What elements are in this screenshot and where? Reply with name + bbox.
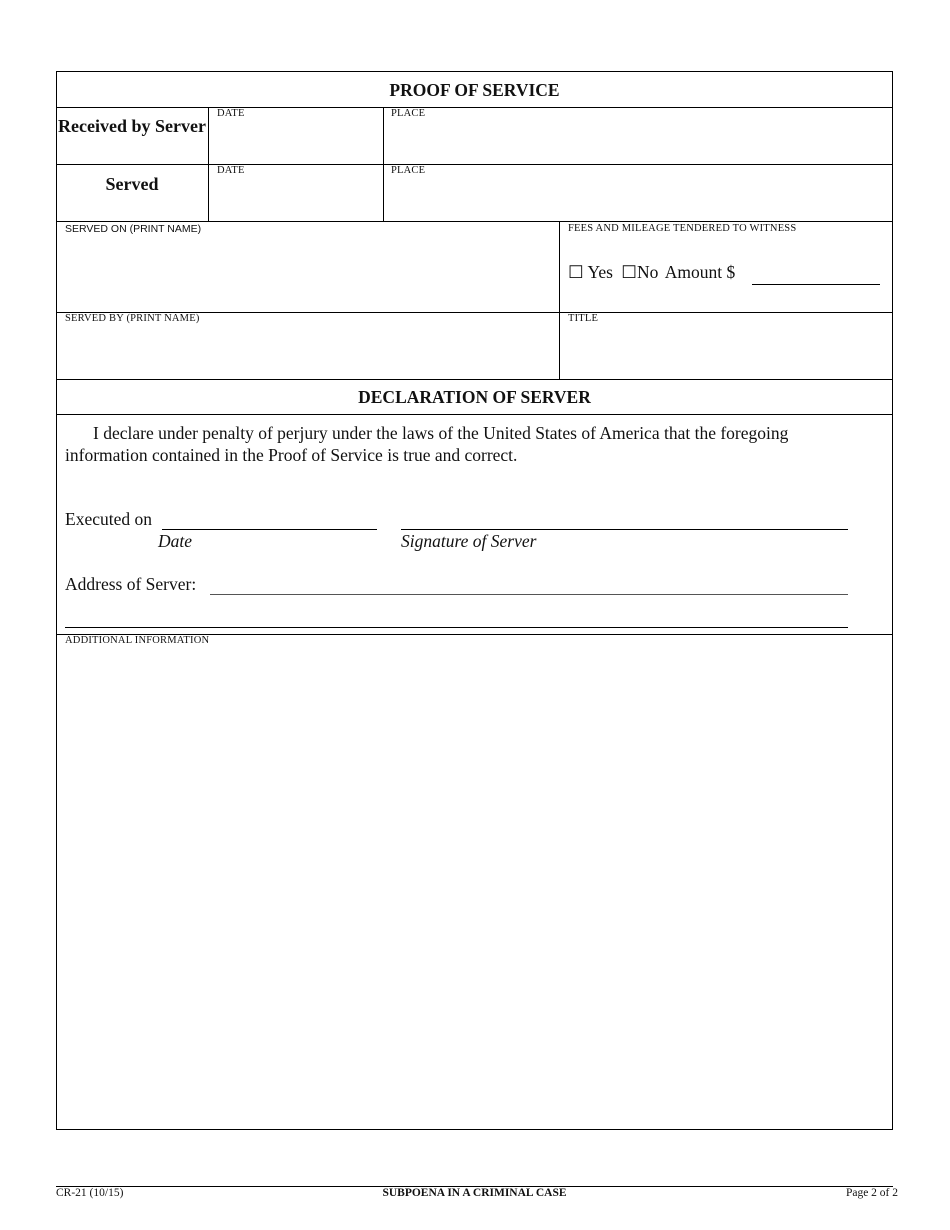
address-field-line-2[interactable] xyxy=(65,627,848,628)
proof-of-service-title: PROOF OF SERVICE xyxy=(389,80,560,100)
address-field[interactable] xyxy=(210,594,848,595)
title-label: TITLE xyxy=(568,313,599,324)
served-by-label: SERVED BY (PRINT NAME) xyxy=(65,313,200,324)
received-by-server-label: Received by Server xyxy=(58,116,206,136)
declaration-title: DECLARATION OF SERVER xyxy=(358,387,591,407)
additional-information-label: ADDITIONAL INFORMATION xyxy=(65,635,210,646)
served-label: Served xyxy=(105,174,159,194)
address-label: Address of Server: xyxy=(65,574,197,594)
served-date-label: DATE xyxy=(217,165,245,176)
amount-label: Amount $ xyxy=(664,262,736,282)
divider xyxy=(56,379,893,380)
amount-field[interactable] xyxy=(752,284,880,285)
page-number: Page 2 of 2 xyxy=(845,1187,898,1199)
received-place-field[interactable] xyxy=(385,122,890,162)
received-date-label: DATE xyxy=(217,108,245,119)
served-by-field[interactable] xyxy=(60,328,555,374)
executed-on-label: Executed on xyxy=(65,509,152,529)
served-on-label: SERVED ON (PRINT NAME) xyxy=(65,223,202,235)
form-id: CR-21 (10/15) xyxy=(56,1187,124,1199)
yes-label: Yes xyxy=(587,262,613,282)
served-on-field[interactable] xyxy=(60,240,555,308)
served-place-label: PLACE xyxy=(391,165,426,176)
signature-field[interactable] xyxy=(401,529,848,530)
fees-label: FEES AND MILEAGE TENDERED TO WITNESS xyxy=(568,223,797,234)
additional-information-field[interactable] xyxy=(60,652,889,1126)
no-checkbox[interactable]: ☐ xyxy=(621,262,637,282)
divider xyxy=(56,164,893,165)
served-place-field[interactable] xyxy=(385,180,890,218)
fees-options xyxy=(568,261,735,283)
signature-caption: Signature of Server xyxy=(401,531,537,551)
declaration-text: I declare under penalty of perjury under the laws of the United States of America that the foregoing information contained in the Proof of Service is true and correct. xyxy=(65,423,789,465)
divider xyxy=(559,221,560,379)
form-title: SUBPOENA IN A CRIMINAL CASE xyxy=(382,1187,567,1199)
date-caption: Date xyxy=(158,531,193,551)
no-label: No xyxy=(636,262,659,282)
divider xyxy=(56,107,893,108)
title-field[interactable] xyxy=(563,328,888,374)
received-date-field[interactable] xyxy=(210,122,380,162)
received-place-label: PLACE xyxy=(391,108,426,119)
yes-checkbox[interactable]: ☐ xyxy=(568,262,584,282)
executed-date-field[interactable] xyxy=(162,529,377,530)
divider xyxy=(56,221,893,222)
served-date-field[interactable] xyxy=(210,180,380,218)
divider xyxy=(56,414,893,415)
